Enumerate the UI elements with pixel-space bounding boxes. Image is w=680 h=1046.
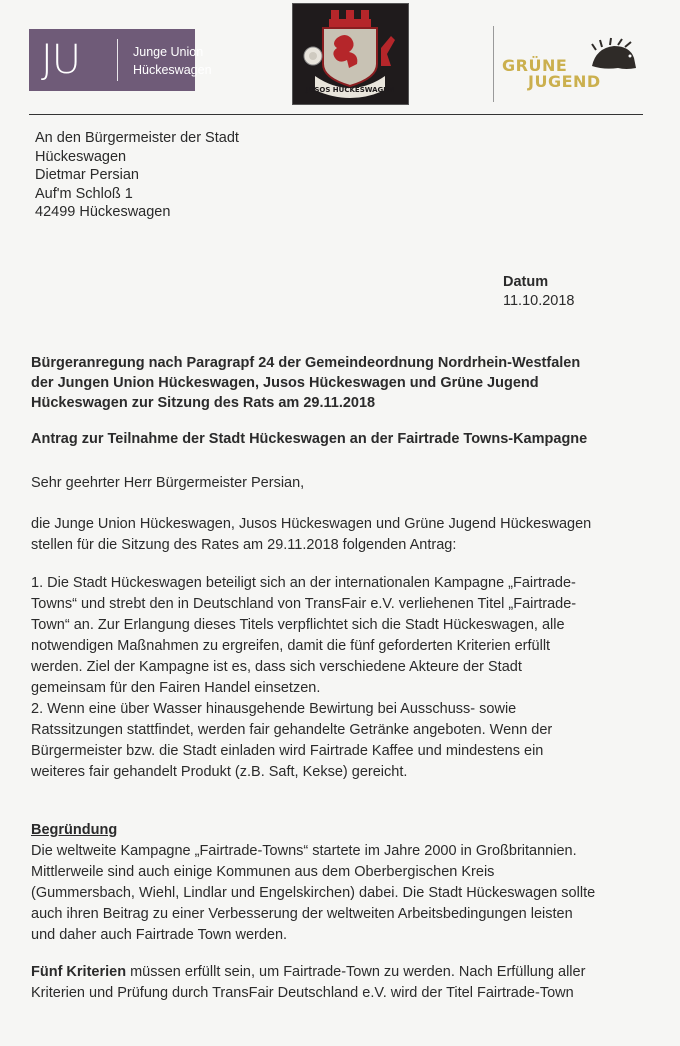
ju-logo-text	[133, 43, 212, 79]
ju-mark: JU	[41, 37, 81, 83]
point-line: werden. Ziel der Kampagne ist es, dass sich verschiedene Akteure der Stadt	[31, 659, 522, 675]
date-block	[503, 273, 575, 311]
point-line: 1. Die Stadt Hückeswagen beteiligt sich an der internationalen Kampagne „Fairtrade-	[31, 575, 576, 591]
point-line: notwendigen Maßnahmen zu ergreifen, damit die fünf geforderten Kriterien erfüllt	[31, 638, 551, 654]
subject-line: der Jungen Union Hückeswagen, Jusos Hückeswagen und Grüne Jugend	[31, 375, 539, 391]
address-line: An den Bürgermeister der Stadt	[35, 130, 239, 146]
address-line: 42499 Hückeswagen	[35, 204, 171, 221]
address-line: Dietmar Persian	[35, 167, 139, 184]
point-line: Ratssitzungen stattfindet, werden fair gehandelte Getränke angeboten. Wenn der	[31, 722, 553, 738]
subject-line: Bürgeranregung nach Paragrapf 24 der Gemeindeordnung Nordrhein-Westfalen	[31, 355, 581, 371]
antrag-points	[31, 573, 656, 783]
begruendung-line: auch ihren Beitrag zu einer Verbesserung der weltweiten Arbeitsbedingungen leisten	[31, 906, 573, 922]
jusos-logo	[292, 3, 409, 105]
point-line: Town“ an. Zur Erlangung dieses Titels verpflichtet sich die Stadt Hückeswagen, alle	[31, 617, 565, 633]
point-line: 2. Wenn eine über Wasser hinausgehende Bewirtung bei Ausschuss- sowie	[31, 701, 517, 717]
kriterien-bold: Fünf Kriterien	[31, 964, 127, 980]
ju-logo-divider	[117, 39, 118, 81]
kriterien-rest: müssen erfüllt sein, um Fairtrade-Town zu werden. Nach Erfüllung aller	[126, 964, 586, 980]
begruendung-line: Mittlerweile sind auch einige Kommunen aus dem Oberbergischen Kreis	[31, 864, 495, 880]
point-line: weiteres fair gehandelt Produkt (z.B. Saft, Kekse) gereicht.	[31, 764, 408, 780]
jusos-emblem-icon	[293, 4, 408, 104]
ju-logo-line2: Hückeswagen	[133, 63, 212, 77]
begruendung-section	[31, 820, 656, 946]
begruendung-line: Die weltweite Kampagne „Fairtrade-Towns“ startete im Jahre 2000 in Großbritannien.	[31, 843, 577, 859]
begruendung-heading: Begründung	[31, 822, 118, 838]
begruendung-line: (Gummersbach, Wiehl, Lindlar und Engelskirchen) dabei. Die Stadt Hückeswagen sollte	[31, 885, 596, 901]
point-line: gemeinsam für den Fairen Handel einsetzen.	[31, 680, 321, 696]
date-value: 11.10.2018	[503, 293, 575, 309]
junge-union-logo	[29, 29, 212, 91]
subject-line: Hückeswagen zur Sitzung des Rats am 29.11.2018	[31, 395, 376, 411]
ju-logo-line1: Junge Union	[133, 45, 204, 59]
kriterien-paragraph	[31, 962, 656, 1004]
address-line: Auf'm Schloß 1	[35, 185, 133, 202]
jusos-banner: JUSOS HÜCKESWAGEN	[306, 86, 394, 94]
gj-line2: JUGEND	[528, 72, 601, 91]
recipient-address	[35, 129, 239, 222]
header-divider	[493, 26, 494, 102]
address-line: Hückeswagen	[35, 148, 127, 165]
intro-line: stellen für die Sitzung des Rates am 29.11.2018 folgenden Antrag:	[31, 537, 457, 553]
kriterien-line: Kriterien und Prüfung durch TransFair Deutschland e.V. wird der Titel Fairtrade-Town	[31, 985, 574, 1001]
gruene-jugend-logo	[500, 36, 640, 100]
gj-line1: GRÜNE	[502, 56, 568, 75]
header-rule	[29, 114, 643, 115]
intro-line: die Junge Union Hückeswagen, Jusos Hückeswagen und Grüne Jugend Hückeswagen	[31, 516, 592, 532]
antrag-title: Antrag zur Teilnahme der Stadt Hückeswagen an der Fairtrade Towns-Kampagne	[31, 431, 588, 447]
subject-heading	[31, 353, 651, 413]
point-line: Towns“ und strebt den in Deutschland von TransFair e.V. verliehenen Titel „Fairtrade-	[31, 596, 577, 612]
begruendung-line: und daher auch Fairtrade Town werden.	[31, 927, 288, 943]
letterhead	[0, 0, 680, 112]
salutation: Sehr geehrter Herr Bürgermeister Persian,	[31, 475, 305, 491]
point-line: Bürgermeister bzw. die Stadt einladen wird Fairtrade Kaffee und mindestens ein	[31, 743, 544, 759]
kriterien-line	[31, 962, 656, 983]
gruene-jugend-wordmark	[502, 58, 601, 90]
date-label: Datum	[503, 274, 549, 290]
intro-paragraph	[31, 514, 656, 556]
